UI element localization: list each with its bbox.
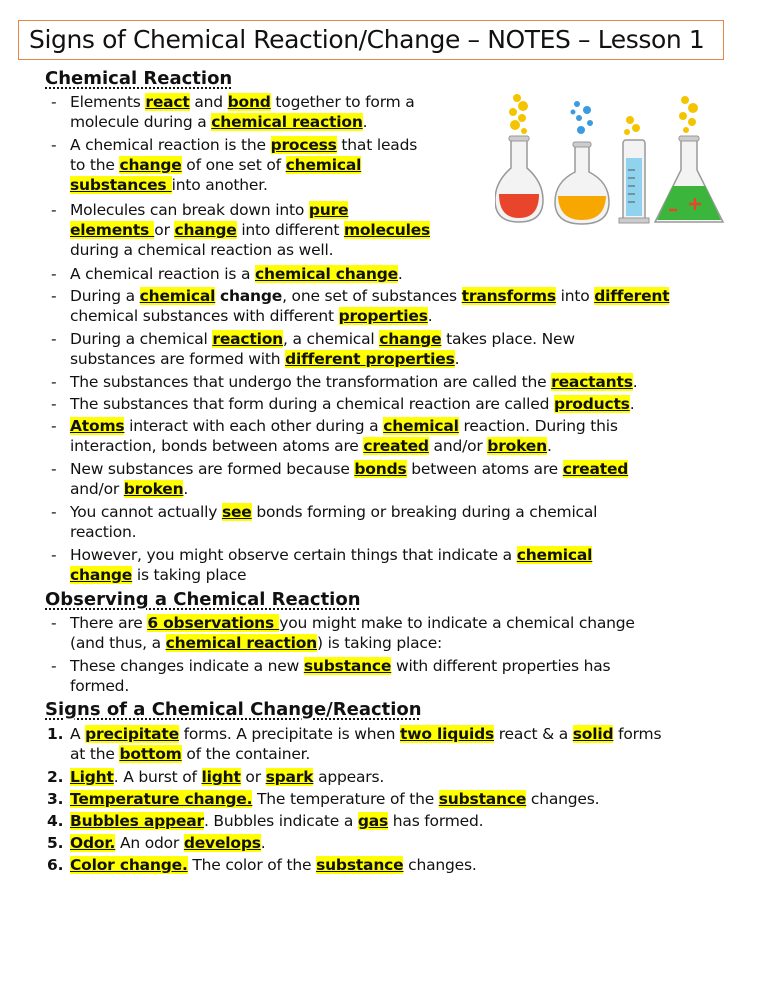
list-item: - There are 6 observations you might make to indicate a chemical change (and thus, a chemical reaction) is taking place:	[70, 613, 635, 653]
list-item: - These changes indicate a new substance with different properties has formed.	[70, 656, 610, 696]
list-item: - Atoms interact with each other during a chemical reaction. During this interaction, bonds between atoms are created and/or broken.	[70, 416, 618, 456]
list-item: 2. Light. A burst of light or spark appears.	[47, 768, 385, 786]
list-item: 4. Bubbles appear. Bubbles indicate a gas has formed.	[47, 812, 484, 830]
list-item: - Molecules can break down into pure elements or change into different molecules during a chemical reaction as well.	[70, 200, 430, 260]
list-item: - A chemical reaction is the process that leads to the change of one set of chemical substances into another.	[70, 135, 417, 195]
list-item: - However, you might observe certain things that indicate a chemical change is taking place	[70, 545, 592, 585]
section-heading-chemical-reaction: Chemical Reaction	[45, 68, 233, 89]
chemistry-flasks-illustration	[495, 90, 725, 230]
list-item: - During a chemical reaction, a chemical change takes place. New substances are formed with different properties.	[70, 329, 575, 369]
page-title: Signs of Chemical Reaction/Change – NOTES – Lesson 1	[18, 20, 724, 60]
list-item: - During a chemical change, one set of substances transforms into different chemical substances with different properties.	[70, 286, 669, 326]
section-heading-signs: Signs of a Chemical Change/Reaction	[45, 699, 422, 720]
list-item: - A chemical reaction is a chemical change.	[70, 264, 403, 284]
section-heading-observing: Observing a Chemical Reaction	[45, 589, 361, 610]
list-item: - Elements react and bond together to form a molecule during a chemical reaction.	[70, 92, 415, 132]
list-item: - You cannot actually see bonds forming or breaking during a chemical reaction.	[70, 502, 597, 542]
list-item: - The substances that form during a chemical reaction are called products.	[70, 394, 634, 414]
list-item: - The substances that undergo the transformation are called the reactants.	[70, 372, 637, 392]
list-item: 6. Color change. The color of the substance changes.	[47, 856, 477, 874]
list-item: - New substances are formed because bonds between atoms are created and/or broken.	[70, 459, 628, 499]
list-item: 5. Odor. An odor develops.	[47, 834, 266, 852]
list-item: 3. Temperature change. The temperature of the substance changes.	[47, 790, 600, 808]
list-item: 1. A precipitate forms. A precipitate is when two liquids react & a solid forms at the bottom of the container.	[47, 725, 662, 763]
